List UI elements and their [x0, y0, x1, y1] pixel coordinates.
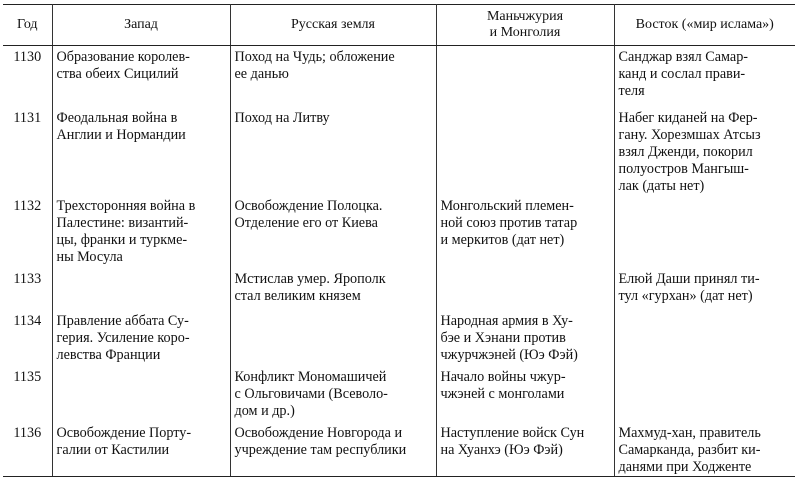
header-west: Запад — [52, 5, 230, 46]
table-row — [3, 366, 795, 422]
east-cell — [614, 195, 795, 268]
manchuria-cell: Наступление войск Сун на Хуанхэ (Юэ Фэй) — [436, 422, 614, 477]
table-row — [3, 268, 795, 310]
manchuria-cell: Народная армия в Ху- бэе и Хэнани против чжурчжэней (Юэ Фэй) — [436, 310, 614, 366]
header-year: Год — [3, 5, 52, 46]
year-cell: 1134 — [3, 310, 52, 366]
table-row — [3, 195, 795, 268]
rus-cell: Освобождение Полоцка. Отделение его от Киева — [230, 195, 436, 268]
chronology-table — [3, 4, 795, 477]
year-cell: 1132 — [3, 195, 52, 268]
west-cell: Трехсторонняя война в Палестине: византий- цы, франки и туркме- ны Мосула — [52, 195, 230, 268]
west-cell — [52, 268, 230, 310]
table-row — [3, 422, 795, 477]
header-east: Восток («мир ислама») — [614, 5, 795, 46]
table-row — [3, 310, 795, 366]
year-cell: 1130 — [3, 46, 52, 107]
year-cell: 1135 — [3, 366, 52, 422]
header-rus: Русская земля — [230, 5, 436, 46]
year-cell: 1131 — [3, 107, 52, 195]
west-cell: Феодальная война в Англии и Нормандии — [52, 107, 230, 195]
east-cell — [614, 310, 795, 366]
east-cell: Набег киданей на Фер- гану. Хорезмшах Атсыз взял Дженди, покорил полуостров Мангыш- лак (даты нет) — [614, 107, 795, 195]
table-row — [3, 46, 795, 107]
year-cell: 1136 — [3, 422, 52, 477]
header-row — [3, 5, 795, 46]
manchuria-cell: Начало войны чжур- чжэней с монголами — [436, 366, 614, 422]
east-cell — [614, 366, 795, 422]
east-cell: Елюй Даши принял ти- тул «гурхан» (дат нет) — [614, 268, 795, 310]
rus-cell — [230, 310, 436, 366]
manchuria-cell: Монгольский племен- ной союз против татар и меркитов (дат нет) — [436, 195, 614, 268]
west-cell — [52, 366, 230, 422]
manchuria-cell — [436, 46, 614, 107]
rus-cell: Освобождение Новгорода и учреждение там республики — [230, 422, 436, 477]
east-cell: Махмуд-хан, правитель Самарканда, разбит ки- данями при Ходженте — [614, 422, 795, 477]
west-cell: Образование королев- ства обеих Сицилий — [52, 46, 230, 107]
east-cell: Санджар взял Самар- канд и сослал прави- теля — [614, 46, 795, 107]
header-manchuria: Маньчжурия и Монголия — [436, 5, 614, 46]
table-row — [3, 107, 795, 195]
rus-cell: Поход на Литву — [230, 107, 436, 195]
rus-cell: Мстислав умер. Ярополк стал великим князем — [230, 268, 436, 310]
rus-cell: Поход на Чудь; обложение ее данью — [230, 46, 436, 107]
manchuria-cell — [436, 107, 614, 195]
manchuria-cell — [436, 268, 614, 310]
west-cell: Правление аббата Су- герия. Усиление коро- левства Франции — [52, 310, 230, 366]
year-cell: 1133 — [3, 268, 52, 310]
rus-cell: Конфликт Мономашичей с Ольговичами (Всеволо- дом и др.) — [230, 366, 436, 422]
west-cell: Освобождение Порту- галии от Кастилии — [52, 422, 230, 477]
